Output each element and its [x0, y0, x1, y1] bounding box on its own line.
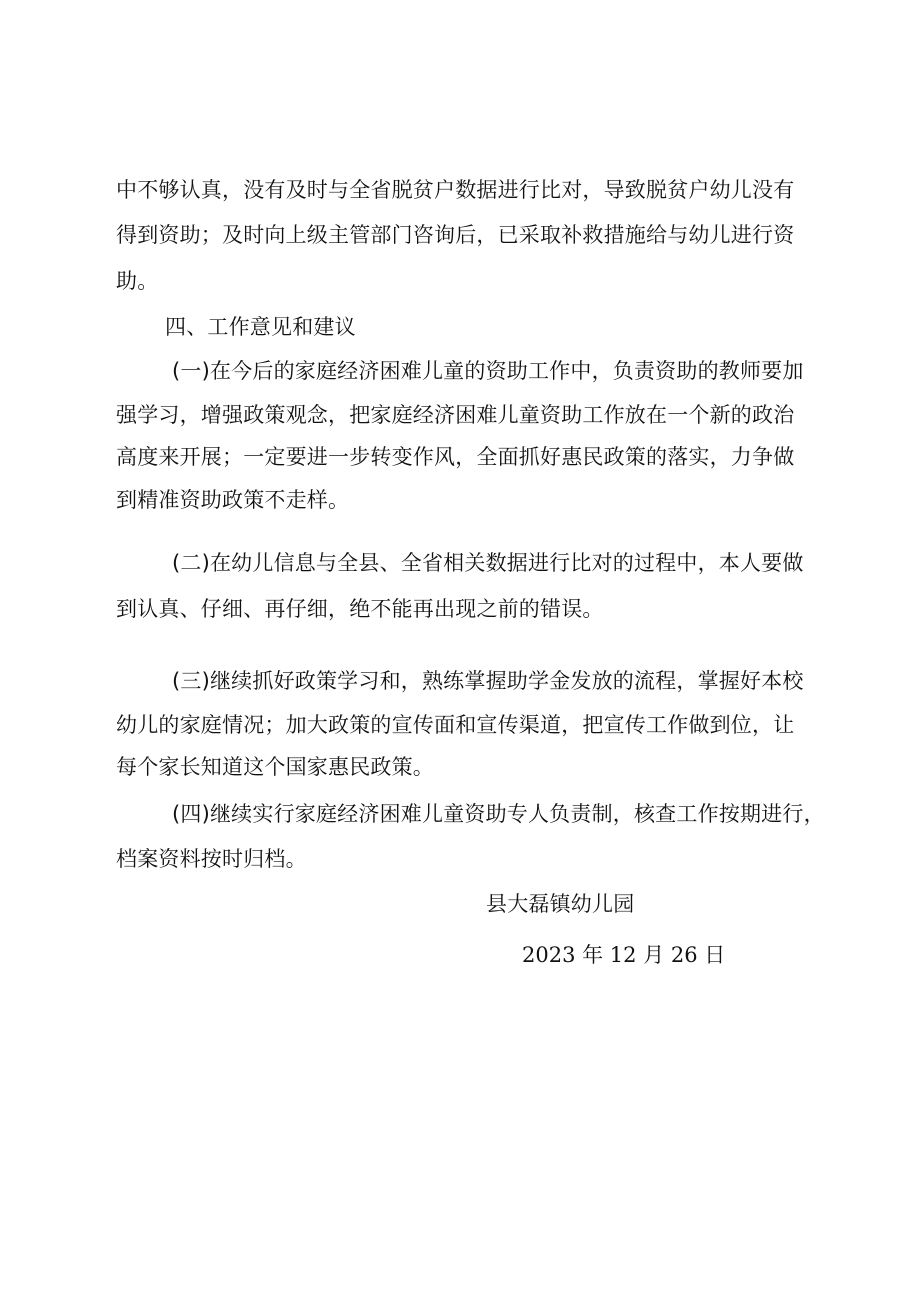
item-1-line-2: 强学习，增强政策观念，把家庭经济困难儿童资助工作放在一个新的政治	[116, 403, 795, 427]
signature-organization: 县大磊镇幼儿园	[486, 892, 635, 916]
intro-line-2: 得到资助；及时向上级主管部门咨询后，已采取补救措施给与幼儿进行资	[116, 223, 795, 247]
item-1-line-4: 到精准资助政策不走样。	[116, 488, 350, 512]
item-4-line-2: 档案资料按时归档。	[116, 847, 307, 871]
section-heading: 四、工作意见和建议	[165, 315, 356, 339]
intro-line-1: 中不够认真，没有及时与全省脱贫户数据进行比对，导致脱贫户幼儿没有	[116, 178, 795, 202]
item-4-line-1: (四)继续实行家庭经济困难儿童资助专人负责制，核查工作按期进行，	[172, 802, 825, 826]
item-1-line-1: (一)在今后的家庭经济困难儿童的资助工作中，负责资助的教师要加	[172, 359, 804, 383]
item-3-line-2: 幼儿的家庭情况；加大政策的宣传面和宣传渠道，把宣传工作做到位，让	[116, 713, 795, 737]
item-3-line-1: (三)继续抓好政策学习和，熟练掌握助学金发放的流程，掌握好本校	[172, 669, 804, 693]
item-2-line-1: (二)在幼儿信息与全县、全省相关数据进行比对的过程中，本人要做	[172, 551, 804, 575]
item-3-line-3: 每个家长知道这个国家惠民政策。	[116, 755, 434, 779]
item-1-line-3: 高度来开展；一定要进一步转变作风，全面抓好惠民政策的落实，力争做	[116, 445, 795, 469]
document-date: 2023 年 12 月 26 日	[522, 943, 726, 967]
item-2-line-2: 到认真、仔细、再仔细，绝不能再出现之前的错误。	[116, 597, 604, 621]
intro-line-3: 助。	[116, 269, 159, 293]
